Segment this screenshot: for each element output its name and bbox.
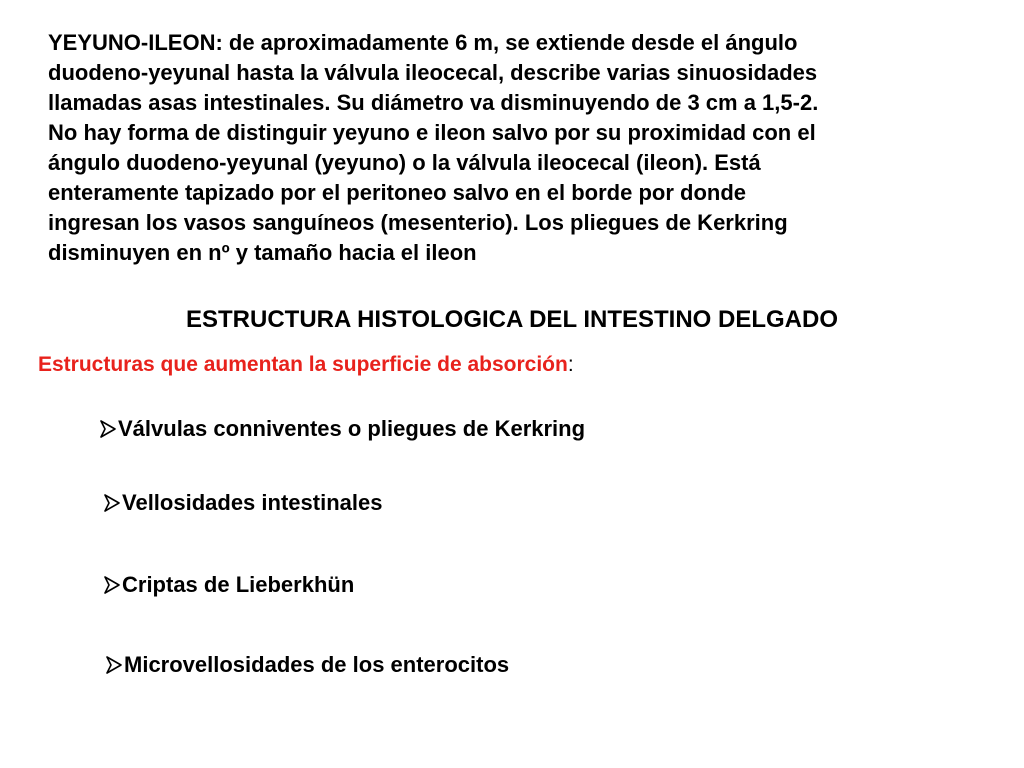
subheading-colon: :	[567, 353, 574, 376]
bullet-item	[100, 414, 585, 444]
bullet-item	[106, 650, 509, 680]
bullet-label: Válvulas conniventes o pliegues de Kerkring	[118, 416, 586, 441]
bullet-label: Vellosidades intestinales	[122, 490, 383, 515]
arrowhead-bullet-icon	[104, 494, 120, 512]
subheading-text: Estructuras que aumentan la superficie de absorción	[38, 353, 568, 376]
bullet-label: Criptas de Lieberkhün	[122, 572, 355, 597]
arrowhead-bullet-icon	[104, 576, 120, 594]
bullet-item	[104, 488, 382, 518]
bullet-item	[104, 570, 354, 600]
section-heading: ESTRUCTURA HISTOLOGICA DEL INTESTINO DELGADO	[185, 306, 839, 333]
subheading	[38, 350, 574, 380]
bullet-label: Microvellosidades de los enterocitos	[124, 652, 510, 677]
arrowhead-bullet-icon	[100, 420, 116, 438]
arrowhead-bullet-icon	[106, 656, 122, 674]
intro-paragraph: YEYUNO-ILEON: de aproximadamente 6 m, se extiende desde el ángulo duodeno-yeyunal hasta la válvula ileocecal, describe varias sinuosidades llamadas asas intestinales. Su diámetro va disminuyendo de 3 cm a 1,5-2. No hay forma de distinguir yeyuno e ileon salvo por su proximidad con el ángulo duodeno-yeyunal (yeyuno) o la válvula ileocecal (ileon). Está enteramente tapizado por el peritoneo salvo en el borde por donde ingresan los vasos sanguíneos (mesenterio). Los pliegues de Kerkring disminuyen en nº y tamaño hacia el ileon	[48, 30, 819, 265]
